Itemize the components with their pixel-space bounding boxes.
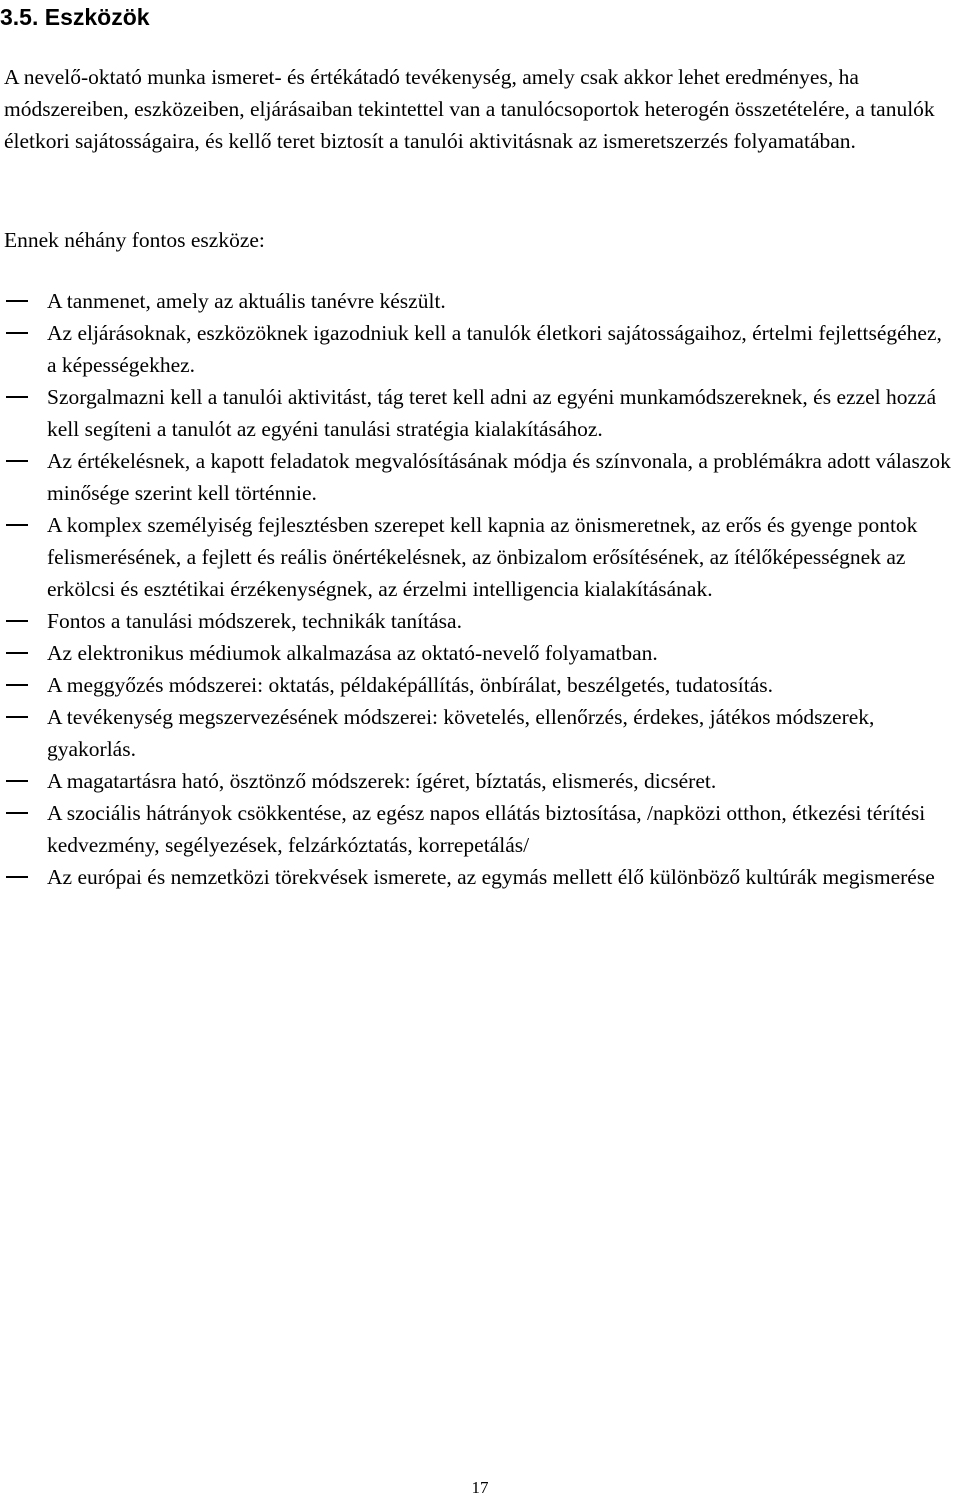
tools-list [0, 285, 956, 893]
list-item-text: A tevékenység megszervezésének módszerei: követelés, ellenőrzés, érdekes, játékos módszerek, gyakorlás. [47, 705, 875, 761]
dash-bullet-icon [6, 652, 28, 654]
dash-bullet-icon [6, 300, 28, 302]
dash-bullet-icon [6, 524, 28, 526]
list-item [0, 797, 956, 861]
dash-bullet-icon [6, 396, 28, 398]
list-item-text: Az elektronikus médiumok alkalmazása az oktató-nevelő folyamatban. [47, 641, 658, 665]
list-item-text: A tanmenet, amely az aktuális tanévre készült. [47, 289, 446, 313]
list-item [0, 765, 956, 797]
list-item [0, 669, 956, 701]
list-item-text: Az európai és nemzetközi törekvések ismerete, az egymás mellett élő különböző kultúrák megismerése [47, 865, 935, 889]
list-item [0, 445, 956, 509]
dash-bullet-icon [6, 620, 28, 622]
dash-bullet-icon [6, 812, 28, 814]
page-number: 17 [471, 1478, 489, 1497]
dash-bullet-icon [6, 684, 28, 686]
list-item-text: Fontos a tanulási módszerek, technikák tanítása. [47, 609, 462, 633]
dash-bullet-icon [6, 780, 28, 782]
list-item [0, 861, 956, 893]
dash-bullet-icon [6, 460, 28, 462]
list-item-text: A szociális hátrányok csökkentése, az egész napos ellátás biztosítása, /napközi otthon, étkezési térítési kedvezmény, segélyezések, felzárkóztatás, korrepetálás/ [47, 801, 926, 857]
dash-bullet-icon [6, 332, 28, 334]
list-item-text: Az értékelésnek, a kapott feladatok megvalósításának módja és színvonala, a problémákra adott válaszok minősége szerint kell történnie. [47, 449, 951, 505]
list-item-text: Az eljárásoknak, eszközöknek igazodniuk kell a tanulók életkori sajátosságaihoz, értelmi fejlettségéhez, a képességekhez. [47, 321, 942, 377]
list-item [0, 605, 956, 637]
list-item-text: A meggyőzés módszerei: oktatás, példaképállítás, önbírálat, beszélgetés, tudatosítás. [47, 673, 774, 697]
dash-bullet-icon [6, 716, 28, 718]
list-item-text: A komplex személyiség fejlesztésben szerepet kell kapnia az önismeretnek, az erős és gyenge pontok felismerésének, a fejlett és reális önértékelésnek, az önbizalom erősítésének, az ítélőképességnek az erkölcsi és esztétikai érzékenységnek, az érzelmi intelligencia kialakításának. [47, 513, 918, 601]
dash-bullet-icon [6, 876, 28, 878]
section-heading: 3.5. Eszközök [0, 4, 150, 30]
list-item-text: Szorgalmazni kell a tanulói aktivitást, tág teret kell adni az egyéni munkamódszereknek, és ezzel hozzá kell segíteni a tanulót az egyéni tanulási stratégia kialakításához. [47, 385, 937, 441]
list-item [0, 701, 956, 765]
list-item [0, 317, 956, 381]
list-item [0, 509, 956, 605]
list-item [0, 381, 956, 445]
intro-paragraph: A nevelő-oktató munka ismeret- és értékátadó tevékenység, amely csak akkor lehet eredményes, ha módszereiben, eszközeiben, eljárásaiban tekintettel van a tanulócsoportok heterogén összetételére, a tanulók életkori sajátosságaira, és kellő teret biztosít a tanulói aktivitásnak az ismeretszerzés folyamatában. [4, 65, 935, 153]
list-lead-text: Ennek néhány fontos eszköze: [4, 228, 265, 252]
list-item-text: A magatartásra ható, ösztönző módszerek: ígéret, bíztatás, elismerés, dicséret. [47, 769, 717, 793]
list-item [0, 637, 956, 669]
list-item [0, 285, 956, 317]
